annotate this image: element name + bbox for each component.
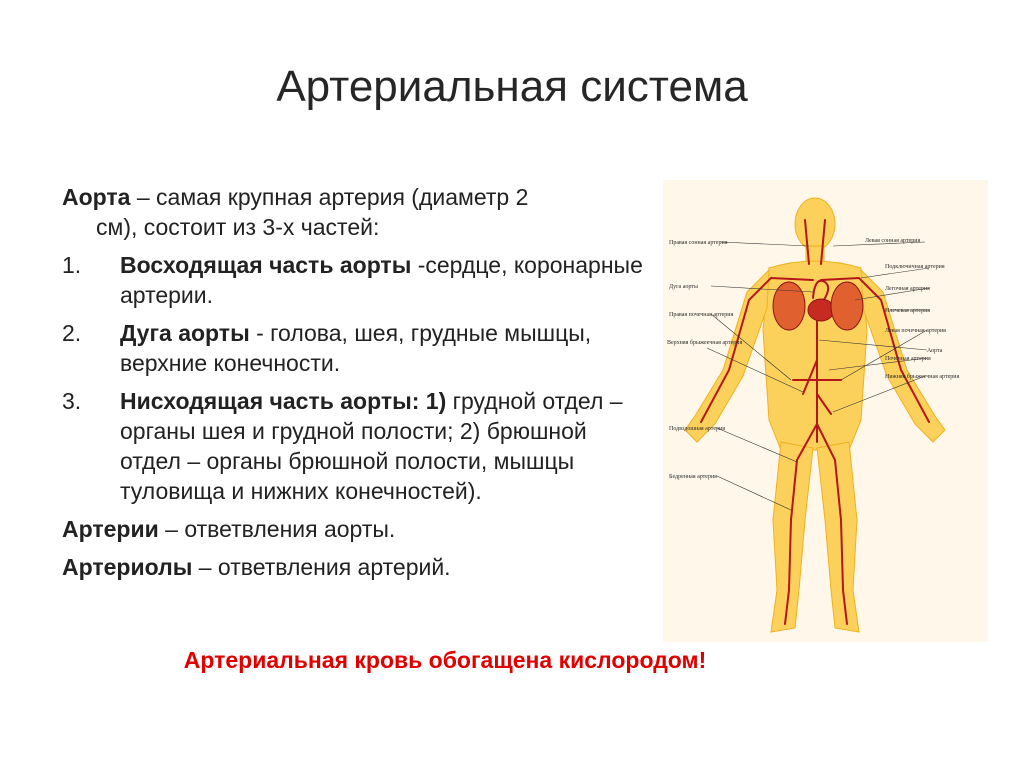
arterioles-description: – ответвления артерий. <box>192 554 451 580</box>
list-item-term: Восходящая часть аорты <box>120 252 412 278</box>
right-lung <box>831 282 863 330</box>
arteries-description: – ответвления аорты. <box>158 516 396 542</box>
figure-label: Подвздошная артерия <box>669 426 725 432</box>
figure-label: Легочная артерия <box>885 286 930 292</box>
list-number: 1. <box>62 252 82 278</box>
figure-label: Правая почечная артерия <box>669 312 734 318</box>
aorta-term: Аорта <box>62 184 131 210</box>
figure-label: Аорта <box>927 348 943 354</box>
aorta-description-2: см), состоит из 3-х частей: <box>96 214 380 240</box>
oxygen-highlight: Артериальная кровь обогащена кислородом! <box>183 647 707 673</box>
body-illustration <box>663 180 988 642</box>
figure-label: Нижняя брыжеечная артерия <box>885 374 960 380</box>
left-arm <box>685 270 769 442</box>
arterioles-paragraph <box>62 552 652 582</box>
list-item-term: Дуга аорты <box>120 320 250 346</box>
figure-label: Левая сонная артерия <box>865 238 921 244</box>
figure-label: Плечевая артерия <box>885 308 931 314</box>
heart <box>808 299 834 321</box>
slide-title: Артериальная система <box>276 62 748 111</box>
list-item <box>62 250 652 310</box>
aorta-description-1: – самая крупная артерия (диаметр 2 <box>130 184 529 210</box>
list-item-text: -сердце, коронарные артерии. <box>120 252 643 308</box>
arterial-system-figure <box>663 180 988 642</box>
figure-label: Верхняя брыжеечная артерия <box>667 340 743 346</box>
figure-label: Почечная артерия <box>885 356 931 362</box>
list-item <box>62 386 652 506</box>
arterioles-term: Артериолы <box>62 554 193 580</box>
figure-label: Бедренная артерия <box>669 474 717 480</box>
figure-label: Правая сонная артерия <box>669 240 728 246</box>
aorta-paragraph <box>62 182 652 242</box>
left-leg <box>771 442 813 632</box>
list-number: 3. <box>62 388 82 414</box>
figure-label: Дуга аорты <box>669 284 698 290</box>
list-item-text: - голова, шея, грудные мышцы, верхние конечности. <box>120 320 592 376</box>
list-item-text: грудной отдел – органы шея и грудной полости; 2) брюшной отдел – органы брюшной полости, мышцы туловища и нижних конечностей). <box>120 388 623 504</box>
right-leg <box>817 442 859 632</box>
left-lung <box>773 282 805 330</box>
arteries-term: Артерии <box>62 516 159 542</box>
head <box>795 198 835 250</box>
list-item-term: Нисходящая часть аорты: 1) <box>120 388 447 414</box>
figure-label: Подключичная артерия <box>885 264 945 270</box>
arteries-paragraph <box>62 514 652 544</box>
figure-label: Левая почечная артерия <box>885 328 946 334</box>
body-text <box>62 182 652 590</box>
list-item <box>62 318 652 378</box>
list-number: 2. <box>62 320 82 346</box>
